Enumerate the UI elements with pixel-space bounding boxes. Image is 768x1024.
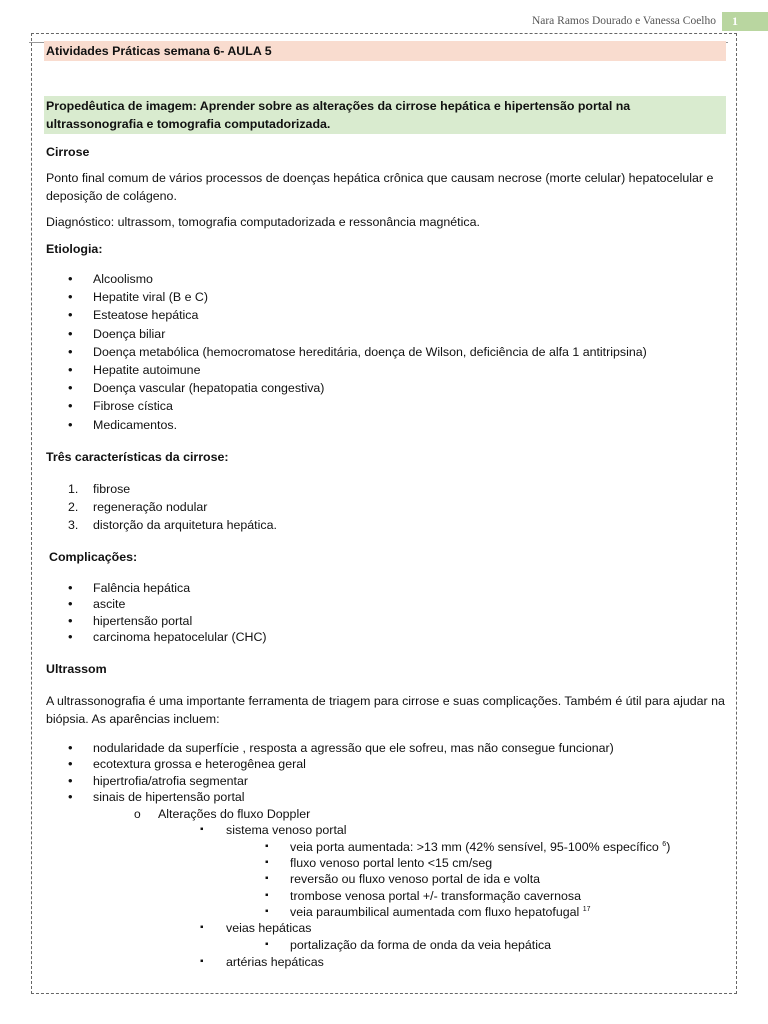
list-item: • Alcoolismo <box>46 270 726 288</box>
complicacoes-heading: Complicações: <box>49 549 138 564</box>
list-item: • sinais de hipertensão portal <box>46 789 726 806</box>
etiologia-heading: Etiologia: <box>46 242 103 256</box>
list-item <box>46 498 726 516</box>
document-body <box>46 41 726 971</box>
list-item <box>46 871 726 887</box>
list-item: ▪ artérias hepáticas <box>46 954 726 971</box>
list-text: veia paraumbilical aumentada com fluxo hepatofugal <box>290 905 583 920</box>
list-item: • hipertensão portal <box>46 613 726 630</box>
list-item: • nodularidade da superfície , resposta a agressão que ele sofreu, mas não consegue funcionar) <box>46 740 726 757</box>
caracteristicas-heading: Três características da cirrose: <box>46 449 229 464</box>
list-item: ▪ portalização da forma de onda da veia hepática <box>46 937 726 953</box>
list-number: 2. <box>68 499 79 514</box>
citation: 17 <box>582 905 591 913</box>
list-item: • carcinoma hepatocelular (CHC) <box>46 629 726 646</box>
diagnostico-text: Diagnóstico: ultrassom, tomografia computadorizada e ressonância magnética. <box>46 215 480 229</box>
list-item: • Hepatite autoimune <box>46 361 726 379</box>
list-text: regeneração nodular <box>93 499 208 514</box>
list-item <box>46 516 726 534</box>
caracteristicas-list <box>46 480 726 534</box>
intro-banner: Propedêutica de imagem: Aprender sobre as alterações da cirrose hepática e hipertensão portal na ultrassonografia e tomografia computadorizada. <box>44 96 726 134</box>
list-text: fibrose <box>93 481 131 496</box>
portal-system-list <box>46 822 726 839</box>
cirrose-definition: Ponto final comum de vários processos de doenças hepática crônica que causam necrose (morte celular) hepatocelular e deposição de colágeno. <box>46 171 714 203</box>
list-item: o Alterações do fluxo Doppler <box>46 806 726 823</box>
cirrose-heading: Cirrose <box>46 145 90 159</box>
aparencias-list <box>46 740 726 806</box>
list-item: ▪ sistema venoso portal <box>46 822 726 839</box>
header-authors: Nara Ramos Dourado e Vanessa Coelho <box>531 15 716 27</box>
citation: 6 <box>662 840 667 848</box>
list-item <box>46 839 726 855</box>
list-item <box>46 480 726 498</box>
hepatic-veins-list <box>46 920 726 937</box>
list-number: 3. <box>68 517 79 532</box>
list-item <box>46 855 726 871</box>
list-item: • Esteatose hepática <box>46 306 726 324</box>
list-text: distorção da arquitetura hepática. <box>93 517 277 532</box>
list-item: • ecotextura grossa e heterogênea geral <box>46 756 726 773</box>
list-text: reversão ou fluxo venoso portal de ida e volta <box>290 872 541 887</box>
portal-findings-list <box>46 839 726 920</box>
list-item: • Fibrose cística <box>46 397 726 415</box>
list-item: • Falência hepática <box>46 580 726 597</box>
etiologia-list <box>46 270 726 434</box>
list-text: fluxo venoso portal lento <15 cm/seg <box>290 856 493 871</box>
list-item: • hipertrofia/atrofia segmentar <box>46 773 726 790</box>
page-header <box>0 12 768 32</box>
list-text: veia porta aumentada: >13 mm (42% sensível, 95-100% específico <box>290 839 663 854</box>
list-item: ▪ veias hepáticas <box>46 920 726 937</box>
list-item: • Hepatite viral (B e C) <box>46 288 726 306</box>
list-item: • Doença biliar <box>46 325 726 343</box>
list-item: • Doença metabólica (hemocromatose hereditária, doença de Wilson, deficiência de alfa 1 antitripsina) <box>46 343 726 361</box>
page-number: 1 <box>722 12 768 31</box>
list-text: trombose venosa portal +/- transformação cavernosa <box>290 888 581 903</box>
list-item: • ascite <box>46 596 726 613</box>
document-title: Atividades Práticas semana 6- AULA 5 <box>44 41 726 61</box>
list-number: 1. <box>68 481 79 496</box>
complicacoes-list <box>46 580 726 646</box>
list-item: • Medicamentos. <box>46 416 726 434</box>
doppler-list <box>46 806 726 823</box>
list-item: • Doença vascular (hepatopatia congestiva) <box>46 379 726 397</box>
hepatic-arteries-list <box>46 954 726 971</box>
hepatic-veins-findings <box>46 937 726 953</box>
ultrassom-intro: A ultrassonografia é uma importante ferramenta de triagem para cirrose e suas complicações. Também é útil para ajudar na biópsia. As aparências incluem: <box>46 693 725 726</box>
list-text-tail: ) <box>666 839 671 854</box>
ultrassom-heading: Ultrassom <box>46 661 107 676</box>
list-item <box>46 888 726 904</box>
list-item <box>46 904 726 920</box>
